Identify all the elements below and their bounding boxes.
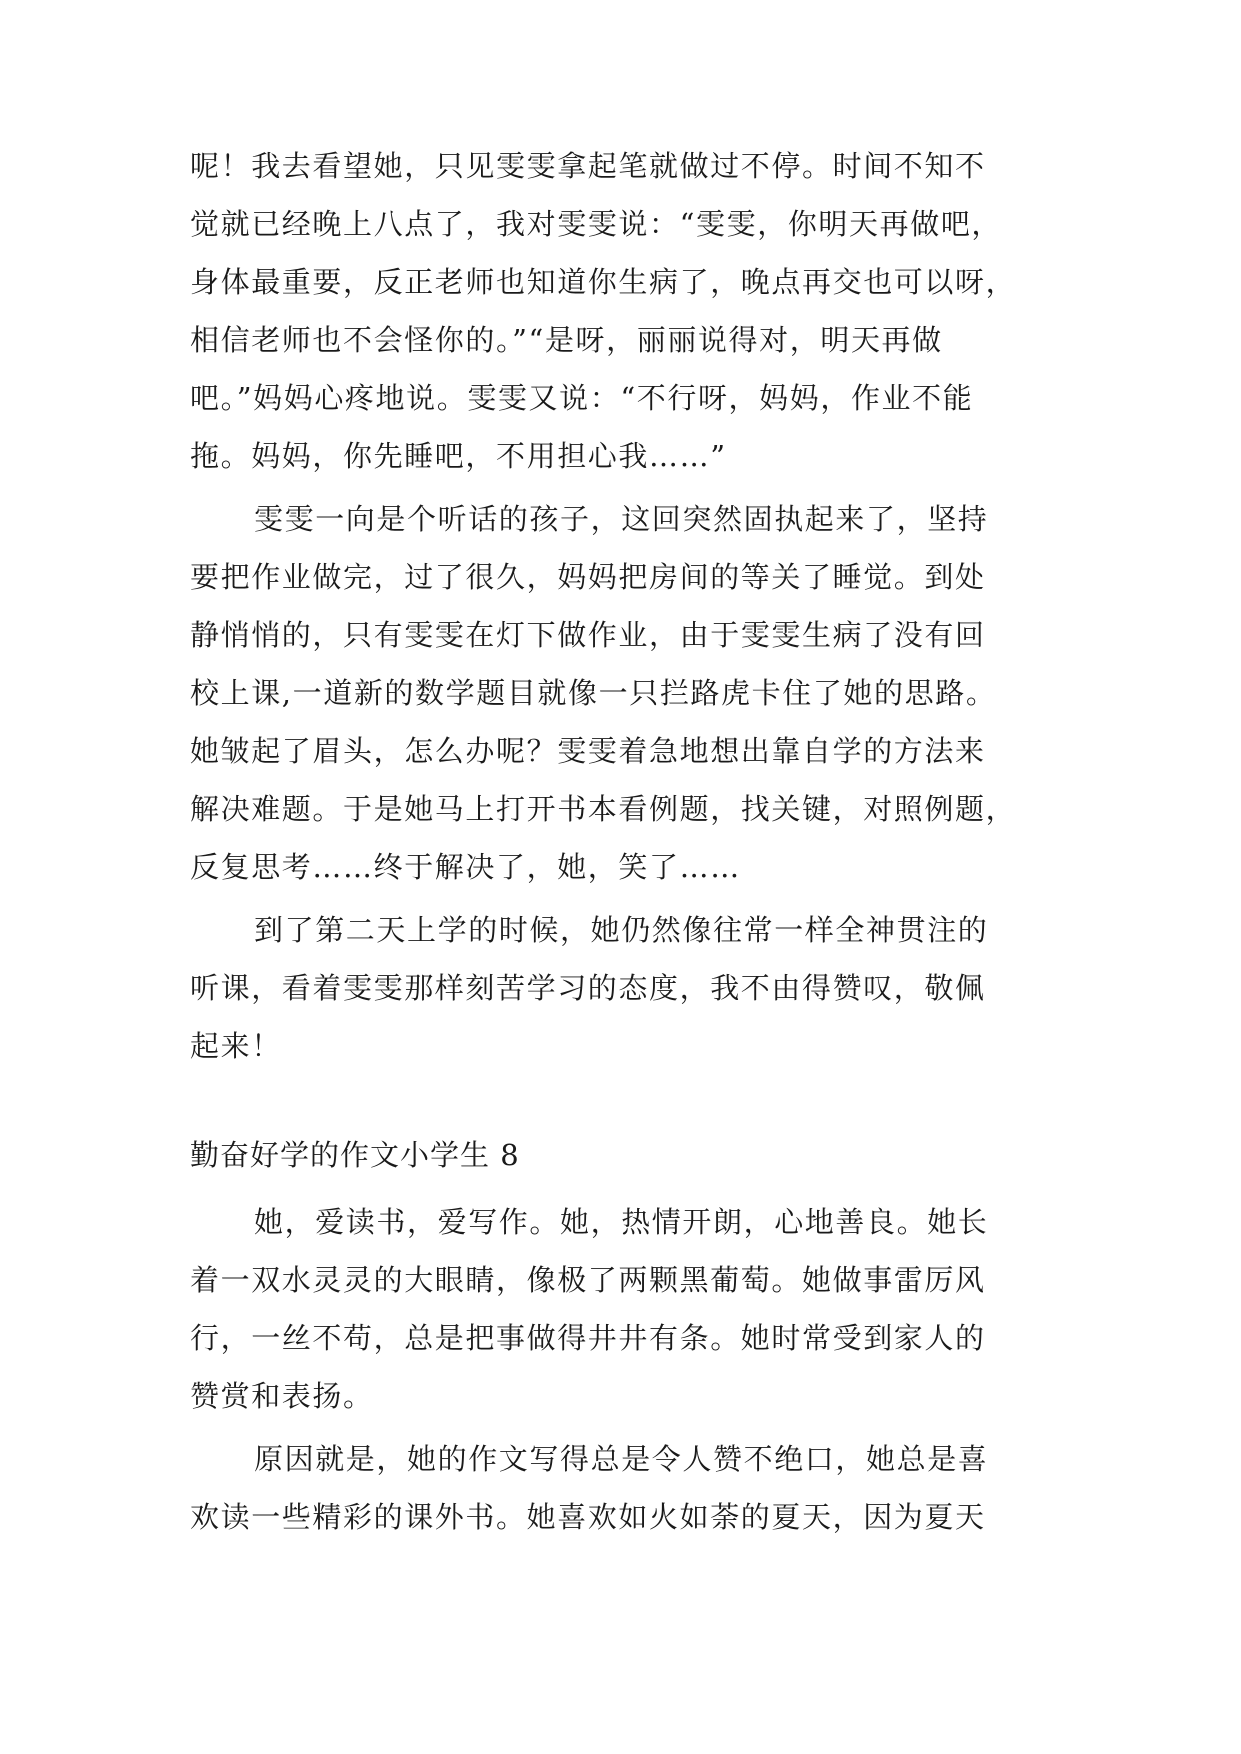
paragraph-line: 静悄悄的，只有雯雯在灯下做作业，由于雯雯生病了没有回 — [190, 618, 986, 652]
paragraph-line: 校上课,一道新的数学题目就像一只拦路虎卡住了她的思路。 — [190, 676, 997, 710]
paragraph-line: 她皱起了眉头，怎么办呢？雯雯着急地想出靠自学的方法来 — [190, 734, 986, 768]
paragraph-line: 觉就已经晚上八点了，我对雯雯说：“雯雯，你明天再做吧， — [190, 207, 1003, 241]
paragraph-line: 她，爱读书，爱写作。她，热情开朗，心地善良。她长 — [254, 1205, 989, 1239]
section-heading: 勤奋好学的作文小学生 8 — [190, 1138, 520, 1172]
paragraph-line: 身体最重要，反正老师也知道你生病了，晚点再交也可以呀， — [190, 265, 1017, 299]
paragraph-line: 起来！ — [190, 1029, 282, 1063]
paragraph-line: 着一双水灵灵的大眼睛，像极了两颗黑葡萄。她做事雷厉风 — [190, 1263, 986, 1297]
paragraph-line: 听课，看着雯雯那样刻苦学习的态度，我不由得赞叹，敬佩 — [190, 971, 986, 1005]
paragraph-line: 吧。”妈妈心疼地说。雯雯又说：“不行呀，妈妈，作业不能 — [190, 381, 974, 415]
paragraph-line: 解决难题。于是她马上打开书本看例题，找关键，对照例题， — [190, 792, 1017, 826]
paragraph-line: 欢读一些精彩的课外书。她喜欢如火如荼的夏天，因为夏天 — [190, 1500, 986, 1534]
paragraph-line: 雯雯一向是个听话的孩子，这回突然固执起来了，坚持 — [254, 502, 989, 536]
paragraph-line: 行，一丝不苟，总是把事做得井井有条。她时常受到家人的 — [190, 1321, 986, 1355]
paragraph-line: 要把作业做完，过了很久，妈妈把房间的等关了睡觉。到处 — [190, 560, 986, 594]
paragraph-line: 呢！我去看望她，只见雯雯拿起笔就做过不停。时间不知不 — [190, 149, 986, 183]
paragraph-line: 拖。妈妈，你先睡吧，不用担心我……” — [190, 439, 727, 473]
paragraph-line: 反复思考……终于解决了，她，笑了…… — [190, 850, 741, 884]
paragraph-line: 相信老师也不会怪你的。”“是呀，丽丽说得对，明天再做 — [190, 323, 943, 357]
paragraph-line: 原因就是，她的作文写得总是令人赞不绝口，她总是喜 — [254, 1442, 989, 1476]
paragraph-line: 到了第二天上学的时候，她仍然像往常一样全神贯注的 — [254, 913, 989, 947]
paragraph-line: 赞赏和表扬。 — [190, 1379, 374, 1413]
